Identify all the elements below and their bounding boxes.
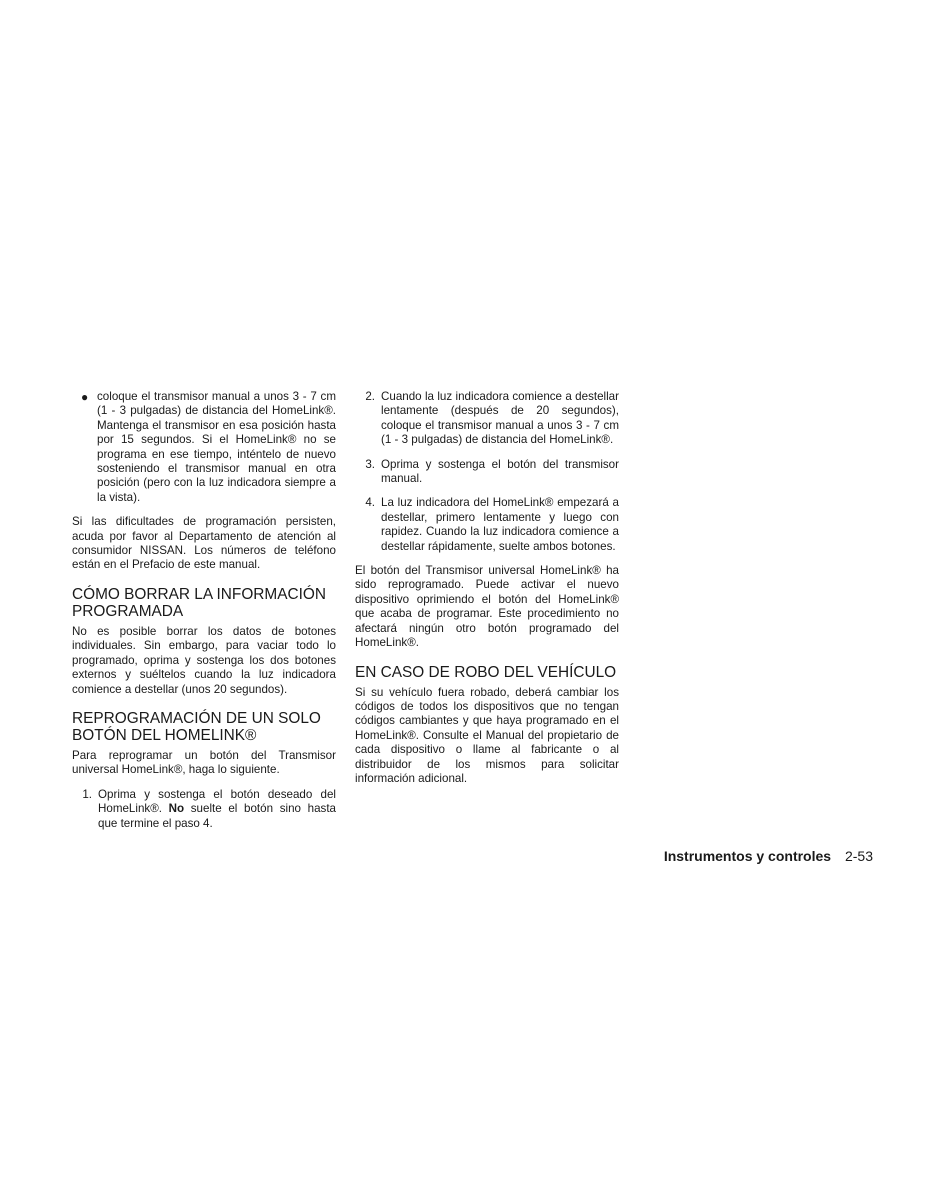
paragraph-theft: Si su vehículo fuera robado, deberá cambiar los códigos de todos los dispositivos que no tengan códigos cambiantes y que haya programado en el HomeLink®. Consulte el Manual del propietario de cada dispositivo o llame al fabricante o al distribuidor de los mismos para solicitar información adicional. <box>355 685 619 785</box>
step-2 <box>355 390 619 448</box>
right-column <box>355 390 619 786</box>
heading-erase: CÓMO BORRAR LA INFORMACIÓN PROGRAMADA <box>72 585 326 620</box>
left-column <box>72 390 336 831</box>
step-4 <box>355 496 619 554</box>
step-2-text: Cuando la luz indicadora comience a destellar lentamente (después de 20 segundos), coloque el transmisor manual a unos 3 - 7 cm (1 - 3 pulgadas) de distancia del HomeLink®. <box>381 390 619 447</box>
paragraph-erase: No es posible borrar los datos de botones individuales. Sin embargo, para vaciar todo lo programado, oprima y sostenga los dos botones externos y suéltelos cuando la luz indicadora comience a destellar (unos 20 segundos). <box>72 624 336 696</box>
paragraph-reprogrammed: El botón del Transmisor universal HomeLink® ha sido reprogramado. Puede activar el nuevo dispositivo oprimiendo el botón del HomeLink® que acaba de programar. Este procedimiento no afectará ningún otro botón programado del HomeLink®. <box>355 564 619 650</box>
step-4-number: 4. <box>365 496 375 510</box>
step-4-text: La luz indicadora del HomeLink® empezará a destellar, primero lentamente y luego con rapidez. Cuando la luz indicadora comience a destellar rápidamente, suelte ambos botones. <box>381 496 619 553</box>
bullet-icon: ● <box>81 390 89 404</box>
paragraph-reprogram: Para reprogramar un botón del Transmisor universal HomeLink®, haga lo siguiente. <box>72 748 336 777</box>
heading-reprogram: REPROGRAMACIÓN DE UN SOLO BOTÓN DEL HOMELINK® <box>72 709 321 744</box>
footer-page-number: 2-53 <box>844 848 873 864</box>
step-1-text-b: suelte el botón sino hasta que termine el paso 4. <box>98 802 336 830</box>
step-1-number: 1. <box>82 787 92 801</box>
step-3-text: Oprima y sostenga el botón del transmisor manual. <box>381 457 619 486</box>
bullet-item <box>72 390 336 505</box>
step-1-bold: No <box>168 802 185 816</box>
paragraph-difficulties: Si las dificultades de programación persisten, acuda por favor al Departamento de atención al consumidor NISSAN. Los números de teléfono están en el Prefacio de este manual. <box>72 515 336 572</box>
bullet-text: coloque el transmisor manual a unos 3 - 7 cm (1 - 3 pulgadas) de distancia del HomeLink®. Mantenga el transmisor en esa posición hasta por 15 segundos. Si el HomeLink® no se programa en ese tiempo, inténtelo de nuevo sosteniendo el transmisor manual en otra posición (pero con la luz indicadora siempre a la vista). <box>97 390 336 504</box>
page-footer <box>664 848 873 864</box>
footer-section-title: Instrumentos y controles <box>663 848 832 864</box>
step-2-number: 2. <box>365 390 375 403</box>
step-3-number: 3. <box>365 457 375 471</box>
heading-theft: EN CASO DE ROBO DEL VEHÍCULO <box>355 663 617 681</box>
step-3 <box>355 458 619 487</box>
step-1 <box>72 788 336 831</box>
step-1-text-a: Oprima y sostenga el botón deseado del HomeLink®. <box>98 787 336 816</box>
step-1-text <box>98 788 336 831</box>
